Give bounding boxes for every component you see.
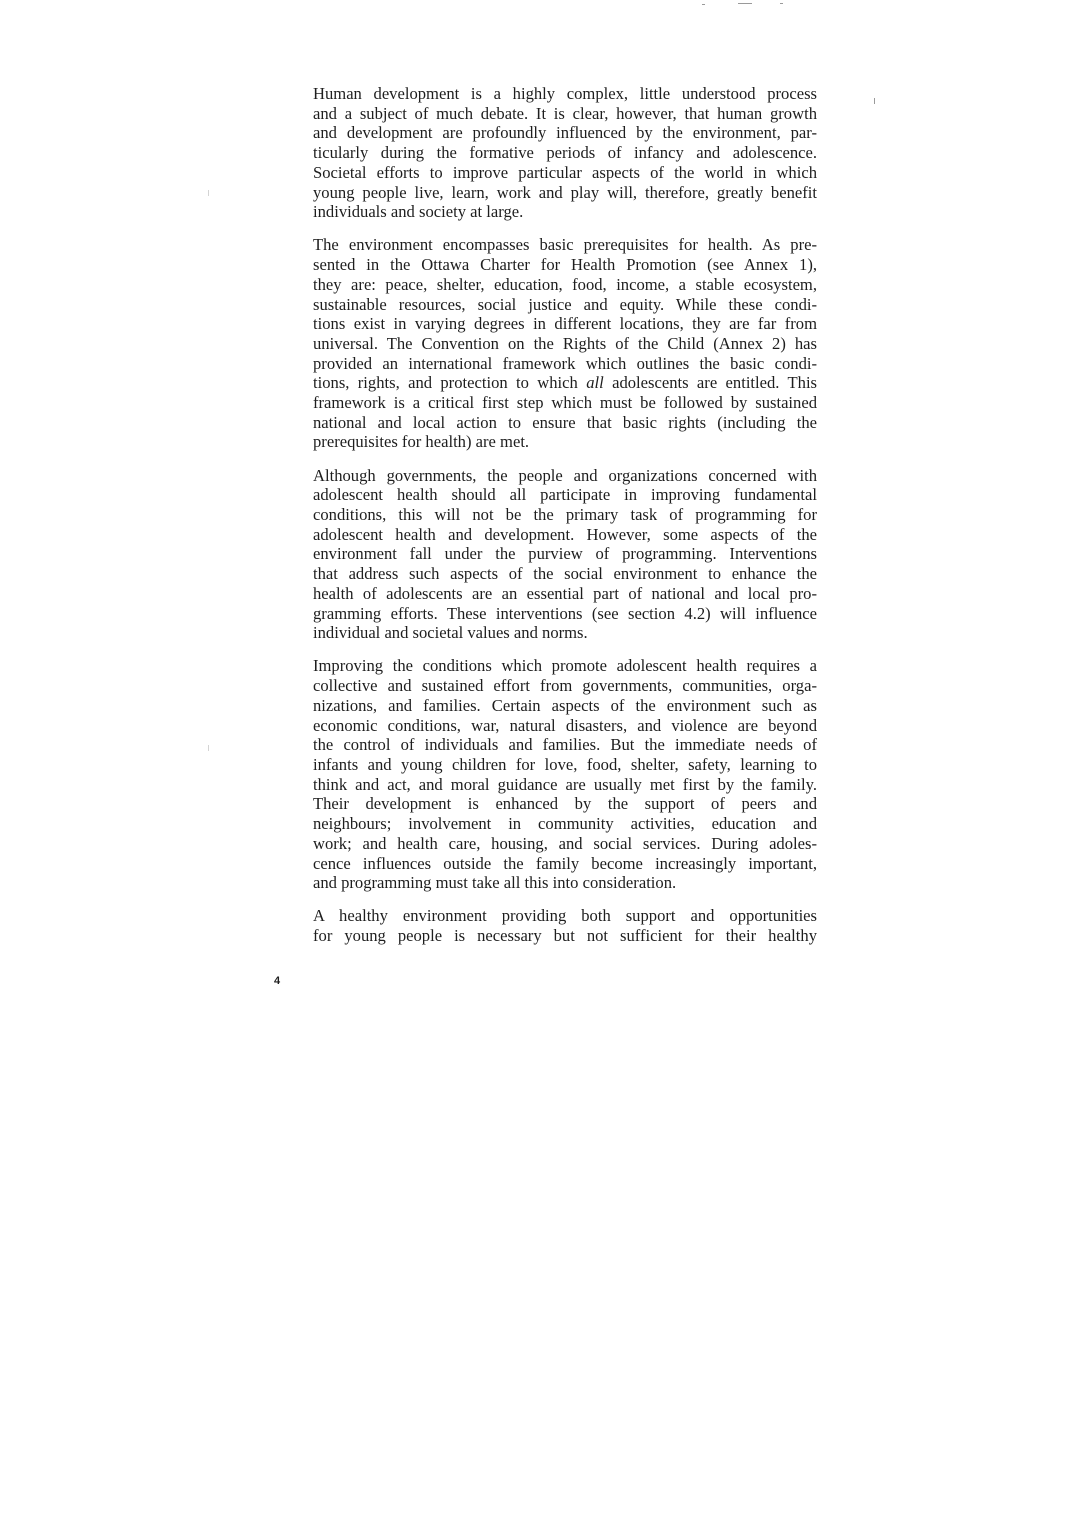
text-line: and development are profoundly influenced by the environment, par- — [313, 123, 817, 143]
text-line: the control of individuals and families. But the immediate needs of — [313, 735, 817, 755]
text-line: they are: peace, shelter, education, food, income, a stable ecosystem, — [313, 274, 817, 294]
text-line: and a subject of much debate. It is clear, however, that human growth — [313, 103, 817, 123]
scan-speck — [780, 3, 783, 4]
text-line: neighbours; involvement in community activities, education and — [313, 814, 817, 834]
text-line: adolescent health should all participate in improving fundamental — [313, 485, 817, 505]
text-line: tions, rights, and protection to which all adolescents are entitled. This — [313, 373, 818, 393]
text-line: cence influences outside the family become increasingly important, — [313, 853, 817, 873]
text-line: work; and health care, housing, and social services. During adoles- — [313, 833, 817, 853]
scan-speck — [208, 745, 209, 751]
text-line: that address such aspects of the social environment to enhance the — [313, 564, 817, 584]
text-line: ticularly during the formative periods of infancy and adolescence. — [313, 143, 817, 163]
text-line: A healthy environment providing both support and opportunities — [313, 906, 817, 926]
text-line: conditions, this will not be the primary task of programming for — [313, 505, 817, 525]
text-line: young people live, learn, work and play will, therefore, greatly benefit — [313, 182, 817, 202]
text-line: universal. The Convention on the Rights of the Child (Annex 2) has — [313, 333, 817, 353]
text-line: tions exist in varying degrees in different locations, they are far from — [313, 314, 817, 334]
text-line: sustainable resources, social justice and equity. While these condi- — [313, 294, 817, 314]
text-line: The environment encompasses basic prerequisites for health. As pre- — [313, 235, 817, 255]
paragraph-governments-participation — [313, 466, 817, 643]
text-line: nizations, and families. Certain aspects of the environment such as — [313, 695, 817, 715]
body-text — [313, 84, 817, 959]
emphasis: all — [586, 373, 604, 393]
text-line: national and local action to ensure that basic rights (including the — [313, 412, 817, 432]
text-line: individual and societal values and norms. — [313, 623, 588, 643]
paragraph-environment-prerequisites — [313, 235, 817, 452]
text-line: health of adolescents are an essential part of national and local pro- — [313, 583, 817, 603]
text-line: individuals and society at large. — [313, 202, 524, 222]
page-number: 4 — [274, 975, 281, 987]
text-line: for young people is necessary but not sufficient for their healthy — [313, 926, 817, 946]
text-line: adolescent health and development. However, some aspects of the — [313, 524, 817, 544]
text-line: environment fall under the purview of programming. Interventions — [313, 544, 817, 564]
text-line: framework is a critical first step which must be followed by sustained — [313, 393, 817, 413]
text-line: economic conditions, war, natural disasters, and violence are beyond — [313, 715, 817, 735]
text-line: Although governments, the people and organizations concerned with — [313, 465, 817, 485]
text-line: Improving the conditions which promote adolescent health requires a — [313, 656, 817, 676]
scan-speck — [738, 3, 752, 4]
text-line: prerequisites for health) are met. — [313, 432, 530, 452]
paragraph-healthy-environment — [313, 906, 817, 945]
scan-speck — [874, 98, 875, 104]
scan-speck — [702, 4, 705, 5]
paragraph-human-development — [313, 84, 817, 222]
text-line: sented in the Ottawa Charter for Health Promotion (see Annex 1), — [313, 255, 817, 275]
text-line: and programming must take all this into consideration. — [313, 873, 677, 893]
text-line: Human development is a highly complex, little understood process — [313, 84, 817, 103]
text-line: Societal efforts to improve particular aspects of the world in which — [313, 162, 817, 182]
scan-speck — [208, 190, 209, 196]
text-line: collective and sustained effort from governments, communities, orga- — [313, 676, 817, 696]
paragraph-improving-conditions — [313, 656, 817, 892]
text-line: think and act, and moral guidance are usually met first by the family. — [313, 774, 817, 794]
text-line: infants and young children for love, food, shelter, safety, learning to — [313, 755, 817, 774]
text-line: provided an international framework which outlines the basic condi- — [313, 353, 817, 373]
text-line: Their development is enhanced by the support of peers and — [313, 794, 817, 814]
text-line: gramming efforts. These interventions (see section 4.2) will influence — [313, 603, 817, 623]
